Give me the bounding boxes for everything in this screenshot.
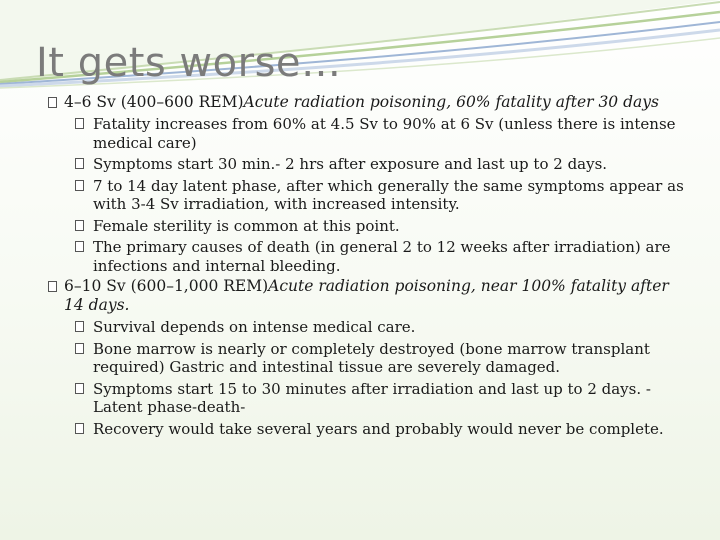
sub-bullet-text: Fatality increases from 60% at 4.5 Sv to 90% at 6 Sv (unless there is intense medical care) [93, 115, 676, 152]
sub-bullet-item [75, 238, 688, 275]
sub-bullet-item [75, 420, 688, 439]
sub-bullet-item [75, 340, 688, 377]
bullet-box-icon [48, 97, 57, 108]
sub-bullet-text: Female sterility is common at this point. [93, 216, 400, 235]
bullet-lead: 4–6 Sv (400–600 REM) [64, 93, 244, 111]
slide-title: It gets worse… [36, 40, 342, 86]
bullet-desc: Acute radiation poisoning, 60% fatality after 30 days [243, 93, 659, 111]
bullet-box-icon [75, 220, 84, 231]
sub-bullet-text: Recovery would take several years and probably would never be complete. [93, 419, 664, 438]
bullet-desc: Acute radiation poisoning, near 100% fatality after 14 days. [64, 277, 669, 314]
bullet-box-icon [75, 321, 84, 332]
bullet-group-4-6sv [48, 93, 688, 275]
bullet-box-icon [75, 158, 84, 169]
sub-bullet-text: Symptoms start 15 to 30 minutes after irradiation and last up to 2 days. -Latent phase-death- [93, 379, 651, 416]
bullet-group-6-10sv [48, 277, 688, 438]
sub-bullet-item [75, 155, 688, 174]
bullet-box-icon [75, 343, 84, 354]
sub-bullet-item [75, 217, 688, 236]
bullet-box-icon [48, 281, 57, 292]
sub-bullet-text: Survival depends on intense medical care. [93, 318, 416, 336]
sub-bullet-text: Bone marrow is nearly or completely destroyed (bone marrow transplant required) Gastric and intestinal tissue are severely damaged. [93, 339, 650, 376]
bullet-item [48, 93, 688, 112]
bullet-box-icon [75, 118, 84, 129]
bullet-box-icon [75, 383, 84, 394]
sub-bullet-item [75, 177, 688, 214]
sub-bullet-item [75, 318, 688, 337]
sub-bullet-text: 7 to 14 day latent phase, after which generally the same symptoms appear as with 3-4 Sv irradiation, with increased intensity. [93, 176, 684, 213]
bullet-lead: 6–10 Sv (600–1,000 REM) [64, 277, 269, 295]
sub-bullet-item [75, 380, 688, 417]
slide-content [48, 93, 688, 440]
sub-bullet-item [75, 115, 688, 152]
sub-bullet-text: The primary causes of death (in general 2 to 12 weeks after irradiation) are infections and internal bleeding. [93, 238, 671, 275]
bullet-box-icon [75, 241, 84, 252]
bullet-box-icon [75, 180, 84, 191]
bullet-box-icon [75, 423, 84, 434]
sub-bullet-text: Symptoms start 30 min.- 2 hrs after exposure and last up to 2 days. [93, 155, 608, 173]
bullet-item [48, 277, 688, 315]
